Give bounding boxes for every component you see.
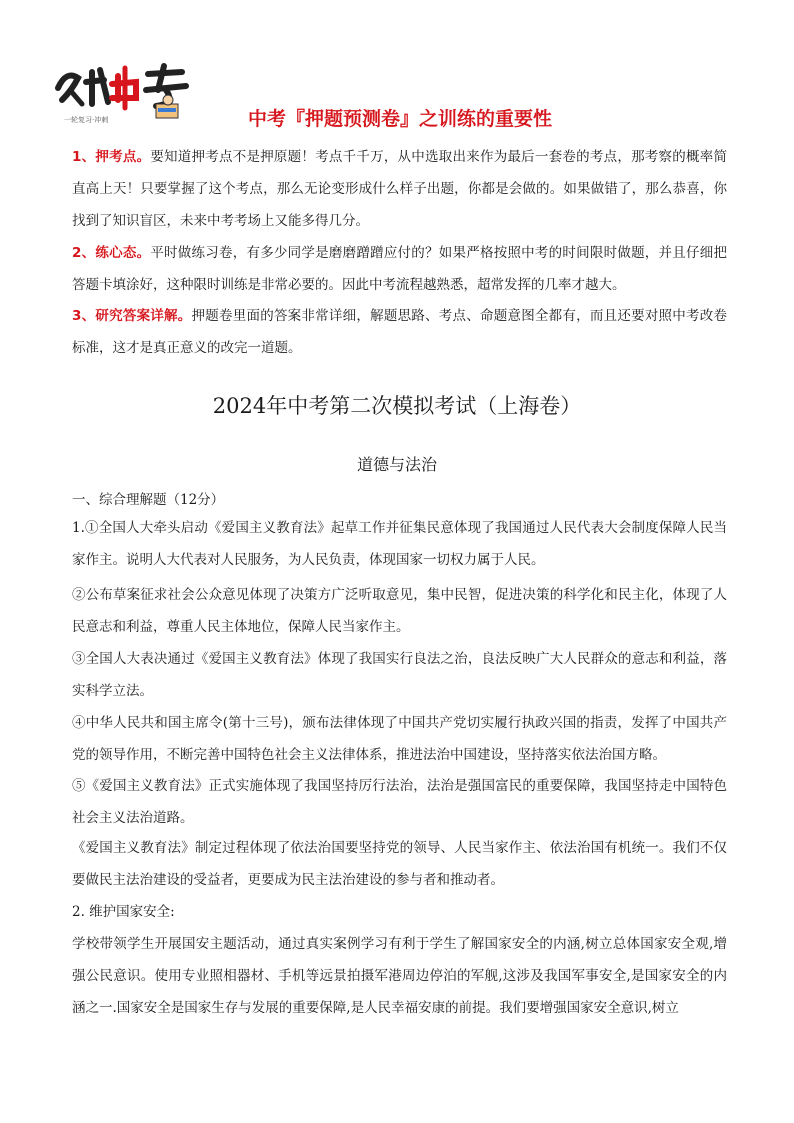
answer-paragraph: ④中华人民共和国主席令(第十三号)，颁布法律体现了中国共产党切实履行执政兴国的指责，发挥了中国共产党的领导作用，不断完善中国特色社会主义法律体系，推进法治中国建设，坚持落实依法治国方略。 <box>72 715 727 763</box>
intro-lead: 2、练心态。 <box>72 245 151 261</box>
intro-item <box>72 141 727 237</box>
exam-title: 2024年中考第二次模拟考试（上海卷） <box>212 394 582 418</box>
banner-title: 中考『押题预测卷』之训练的重要性 <box>247 108 552 130</box>
intro-item <box>72 300 727 364</box>
answer-paragraph: ③全国人大表决通过《爱国主义教育法》体现了我国实行良法之治，良法反映广大人民群众的意志和利益，落实科学立法。 <box>72 651 727 699</box>
intro-item <box>72 237 727 301</box>
subject-title: 道德与法治 <box>356 455 437 474</box>
answer-paragraph: 1.①全国人大牵头启动《爱国主义教育法》起草工作并征集民意体现了我国通过人民代表大会制度保障人民当家作主。说明人大代表对人民服务，为人民负责，体现国家一切权力属于人民。 <box>72 520 727 568</box>
intro-text: 押题卷里面的答案非常详细，解题思路、考点、命题意图全都有，而且还要对照中考改卷标准，这才是真正意义的改完一道题。 <box>72 308 727 356</box>
logo-subtext: 一轮复习·冲刺 <box>64 116 109 124</box>
section-heading: 一、综合理解题（12分） <box>72 492 225 508</box>
question-heading: 2. 维护国家安全: <box>72 904 175 920</box>
answer-paragraph: 《爱国主义教育法》制定过程体现了依法治国要坚持党的领导、人民当家作主、依法治国有机统一。我们不仅要做民主法治建设的受益者，更要成为民主法治建设的参与者和推动者。 <box>72 840 727 888</box>
answer-paragraph: ⑤《爱国主义教育法》正式实施体现了我国坚持厉行法治，法治是强国富民的重要保障，我国坚持走中国特色社会主义法治道路。 <box>72 778 727 826</box>
answer-paragraph: ②公布草案征求社会公众意见体现了决策方广泛听取意见，集中民智，促进决策的科学化和民主化，体现了人民意志和利益，尊重人民主体地位，保障人民当家作主。 <box>72 587 727 635</box>
intro-text: 平时做练习卷，有多少同学是磨磨蹭蹭应付的？如果严格按照中考的时间限时做题，并且仔细把答题卡填涂好，这种限时训练是非常必要的。因此中考流程越熟悉，超常发挥的几率才越大。 <box>72 245 727 293</box>
answer-paragraph: 学校带领学生开展国安主题活动，通过真实案例学习有利于学生了解国家安全的内涵,树立总体国家安全观,增强公民意识。使用专业照相器材、手机等远景拍摄军港周边停泊的军舰,这涉及我国军事安全,是国家安全的内涵之一.国家安全是国家生存与发展的重要保障,是人民幸福安康的前提。我们要增强国家安全意识,树立 <box>72 936 727 1016</box>
intro-lead: 1、押考点。 <box>72 149 151 165</box>
intro-text: 要知道押考点不是押原题！考点千千万，从中选取出来作为最后一套卷的考点，那考察的概率简直高上天！只要掌握了这个考点，那么无论变形成什么样子出题，你都是会做的。如果做错了，那么恭喜，你找到了知识盲区，未来中考考场上又能多得几分。 <box>72 149 727 229</box>
intro-lead: 3、研究答案详解。 <box>72 308 192 324</box>
